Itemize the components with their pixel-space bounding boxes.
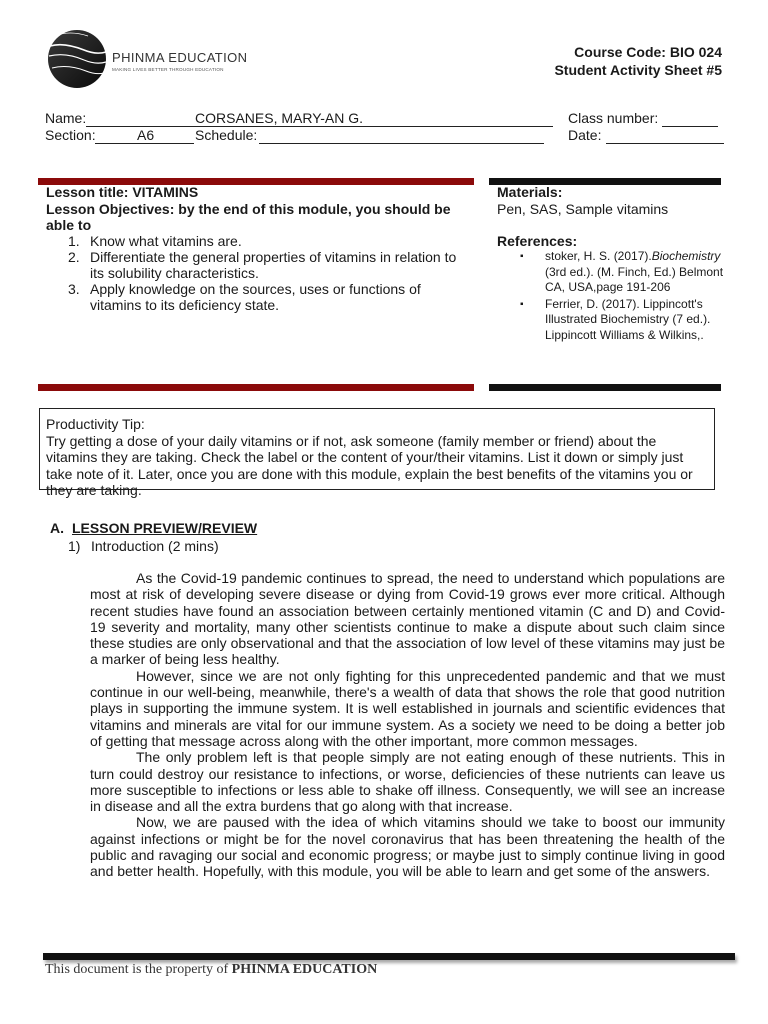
reference-item — [516, 297, 726, 344]
references-heading: References: — [497, 233, 578, 249]
schedule-label: Schedule: — [195, 127, 258, 143]
name-label: Name: — [45, 110, 87, 126]
name-field-underline — [86, 126, 553, 127]
phinma-logo-mark-icon — [44, 28, 110, 90]
brand-tagline: MAKING LIVES BETTER THROUGH EDUCATION — [112, 67, 224, 72]
activity-sheet-number: Student Activity Sheet #5 — [554, 62, 722, 78]
objective-number: 3. — [68, 281, 80, 297]
reference-text: Ferrier, D. (2017). Lippincott's Illustrated Biochemistry (7 ed.). Lippincott Williams & Wilkins,. — [545, 296, 711, 342]
reference-item — [516, 249, 726, 296]
paragraph: The only problem left is that people simply are not eating enough of these nutrients. This in turn could destroy our resistance to infections, or worse, deficiencies of these nutrients can leave us more susceptible to infections or less able to shake off illness. Consequently, we will see an increase in disease and all the extra burdens that go along with that increase. — [90, 749, 725, 815]
square-bullet-icon: ▪ — [520, 251, 524, 262]
references-list — [516, 249, 726, 344]
square-bullet-icon: ▪ — [520, 298, 524, 310]
paragraph: However, since we are not only fighting for this unprecedented pandemic and that we must continue in our well-being, meanwhile, there's a wealth of data that shows the role that good nutrition plays in supporting the immune system. It is well established in journals and scientific evidences that vitamins and minerals are vital for our immune system. As a society we need to be doing a better job of getting that message across along with the other important, more common messages. — [90, 667, 725, 749]
name-value[interactable]: CORSANES, MARY-AN G. — [195, 110, 364, 126]
section-letter: A. — [50, 520, 64, 536]
class-number-field[interactable] — [662, 126, 718, 127]
objectives-heading: Lesson Objectives: by the end of this module, you should be able to — [46, 201, 451, 233]
objective-item — [68, 233, 468, 249]
productivity-tip-box — [39, 408, 715, 498]
objective-text: Know what vitamins are. — [90, 233, 242, 249]
reference-title: Biochemistry — [651, 249, 721, 263]
objective-item — [68, 249, 468, 281]
tip-text: Try getting a dose of your daily vitamins or if not, ask someone (family member or friend) about the vitamins they are taking. Check the label or the content of your/their vitamins. List it down or simply just take note of it. Later, once you are done with this module, explain the best benefits of the vitamins you or they are taking. — [46, 432, 693, 498]
objectives-list — [68, 233, 468, 313]
materials-text: Pen, SAS, Sample vitamins — [497, 201, 669, 217]
tip-label: Productivity Tip: — [46, 416, 145, 432]
section-title: LESSON PREVIEW/REVIEW — [72, 520, 258, 536]
footer-owner: PHINMA EDUCATION — [231, 962, 378, 977]
paragraph: As the Covid-19 pandemic continues to spread, the need to understand which populations are most at risk of developing severe disease or dying from Covid-19 grows ever more critical. Although recent studies have found an association between certainly mentioned vitamin (C and D) and Covid-19 severity and mortality, many other scientists continue to make a dispute about such claim since these studies are only observational and that the association of low level of these vitamins may just be a marker of being less healthy. — [90, 570, 725, 668]
section-field-underline — [95, 143, 194, 144]
section-label: Section: — [45, 127, 96, 143]
objective-item — [68, 281, 468, 313]
lesson-title: Lesson title: VITAMINS — [46, 184, 199, 200]
objective-number: 1. — [68, 233, 80, 249]
intro-label: Introduction (2 mins) — [91, 538, 219, 554]
materials-heading: Materials: — [497, 184, 563, 200]
intro-number: 1) — [68, 538, 81, 554]
schedule-field[interactable] — [259, 143, 544, 144]
footer-notice — [45, 962, 377, 978]
introduction-body — [90, 570, 725, 880]
reference-text: stoker, H. S. (2017). — [545, 249, 652, 263]
objective-text: Differentiate the general properties of vitamins in relation to its solubility characteristics. — [90, 249, 457, 281]
brand-name: PHINMA EDUCATION — [112, 50, 248, 65]
course-code: Course Code: BIO 024 — [574, 44, 722, 60]
date-label: Date: — [568, 127, 602, 143]
date-field[interactable] — [606, 143, 724, 144]
paragraph: Now, we are paused with the idea of which vitamins should we take to boost our immunity against infections or might be for the novel coronavirus that has been threatening the health of the public and ravaging our social and economic progress; or maybe just to simply continue living in good and better health. Hopefully, with this module, you will be able to learn and get some of the answers. — [90, 814, 725, 880]
objective-number: 2. — [68, 249, 80, 265]
footer-divider — [43, 953, 735, 960]
materials-bottom-divider — [489, 384, 721, 391]
footer-prefix: This document is the property of — [45, 962, 232, 977]
reference-text-rest: (3rd ed.). (M. Finch, Ed.) Belmont CA, USA,page 191-206 — [545, 264, 724, 294]
class-number-label: Class number: — [568, 110, 659, 126]
objective-text: Apply knowledge on the sources, uses or functions of vitamins to its deficiency state. — [90, 281, 421, 313]
lesson-bottom-divider — [38, 384, 474, 391]
section-value[interactable]: A6 — [137, 127, 155, 143]
